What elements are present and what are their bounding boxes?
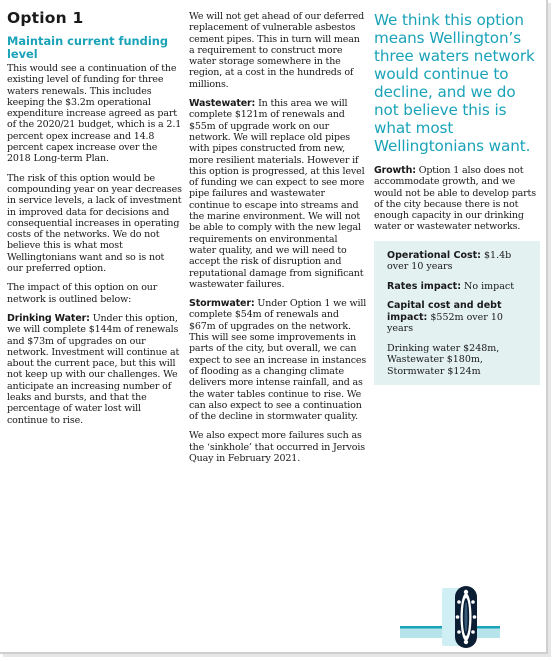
operational-cost-value: $1.4b over 10 years (387, 249, 512, 273)
column-right (374, 0, 540, 385)
growth-text: Option 1 also does not accommodate growth, and we would not be able to develop parts of the city because there is not enough capacity in our drinking water or wastewater networks. (374, 165, 536, 233)
capital-cost-label: Capital cost and debt impact: (387, 300, 502, 323)
asbestos-paragraph: We will not get ahead of our deferred replacement of vulnerable asbestos cement pipes. This in turn will mean a requirement to construct more water storage somewhere in the region, at a cost in the hundreds of millions. (189, 11, 365, 90)
rates-impact-label: Rates impact: (387, 280, 462, 292)
stormwater-text: Under Option 1 we will complete $54m of renewals and $67m of upgrades on the network. This will see some improvements in parts of the city, but overall, we can expect to see an increase in instances of flooding as a changing climate delivers more intense rainfall, and as the water tables continue to rise. We can also expect to see a continuation of the decline in stormwater quality. (189, 298, 367, 423)
page-title: Option 1 (7, 9, 84, 27)
wastewater-text: In this area we will complete $121m of renewals and $55m of upgrade work on our network. We will replace old pipes with pipes constructed from new, more resilient materials. However if this option is progressed, at this level of funding we can expect to see more pipe failures and wastewater continue to escape into streams and the marine environment. We will not be able to comply with the new legal requirements on environmental water quality, and we will need to accept the risk of disruption and reputational damage from significant wastewater failures. (189, 98, 365, 290)
operational-cost-label: Operational Cost: (387, 249, 481, 261)
column-middle (189, 0, 367, 472)
operational-cost-row (387, 250, 532, 273)
rates-impact-value: No impact (464, 280, 515, 292)
section-subtitle: Maintain current funding level (7, 34, 168, 61)
drinking-water-paragraph (7, 313, 182, 426)
capital-cost-value: $552m over 10 years (387, 311, 503, 335)
pipe-cross-section-icon (400, 580, 500, 652)
sinkhole-paragraph: We also expect more failures such as the ‘sinkhole’ that occurred in Jervois Quay in February 2021. (189, 430, 365, 464)
rates-impact-row (387, 281, 532, 293)
pull-quote: We think this option means Wellington’s three waters network would continue to decline, and we do not believe this is what most Wellingtonians want. (374, 11, 535, 155)
intro-paragraph: This would see a continuation of the existing level of funding for three waters renewals. This includes keeping the $3.2m operational expenditure increase agreed as part of the 2020/21 budget, which is a 2.1 percent opex increase and 14.8 percent capex increase over the 2018 Long-term Plan. (7, 63, 182, 165)
wastewater-label: Wastewater: (189, 98, 256, 110)
column-left (7, 0, 182, 434)
growth-paragraph (374, 165, 540, 233)
stormwater-paragraph (189, 298, 367, 422)
risk-paragraph: The risk of this option would be compounding year on year decreases in service levels, a lack of investment in improved data for decisions and consequential increases in operating costs of the networks. We do not believe this is what most Wellingtonians want and so is not our preferred option. (7, 172, 182, 275)
drinking-water-text: Under this option, we will complete $144m of renewals and $73m of upgrades on our network. Investment will continue at about the current pace, but this will not keep up with our challenges. We anticipate an increasing number of leaks and bursts, and that the percentage of water lost will continue to rise. (7, 312, 180, 426)
wastewater-paragraph (189, 98, 367, 290)
impact-intro-paragraph: The impact of this option on our network is outlined below: (7, 282, 158, 305)
cost-breakdown: Drinking water $248m, Wastewater $180m, Stormwater $124m (387, 342, 500, 377)
capital-cost-row (387, 300, 532, 335)
stormwater-label: Stormwater: (189, 298, 255, 310)
drinking-water-label: Drinking Water: (7, 312, 90, 324)
cost-summary-box (374, 241, 540, 386)
growth-label: Growth: (374, 165, 416, 176)
